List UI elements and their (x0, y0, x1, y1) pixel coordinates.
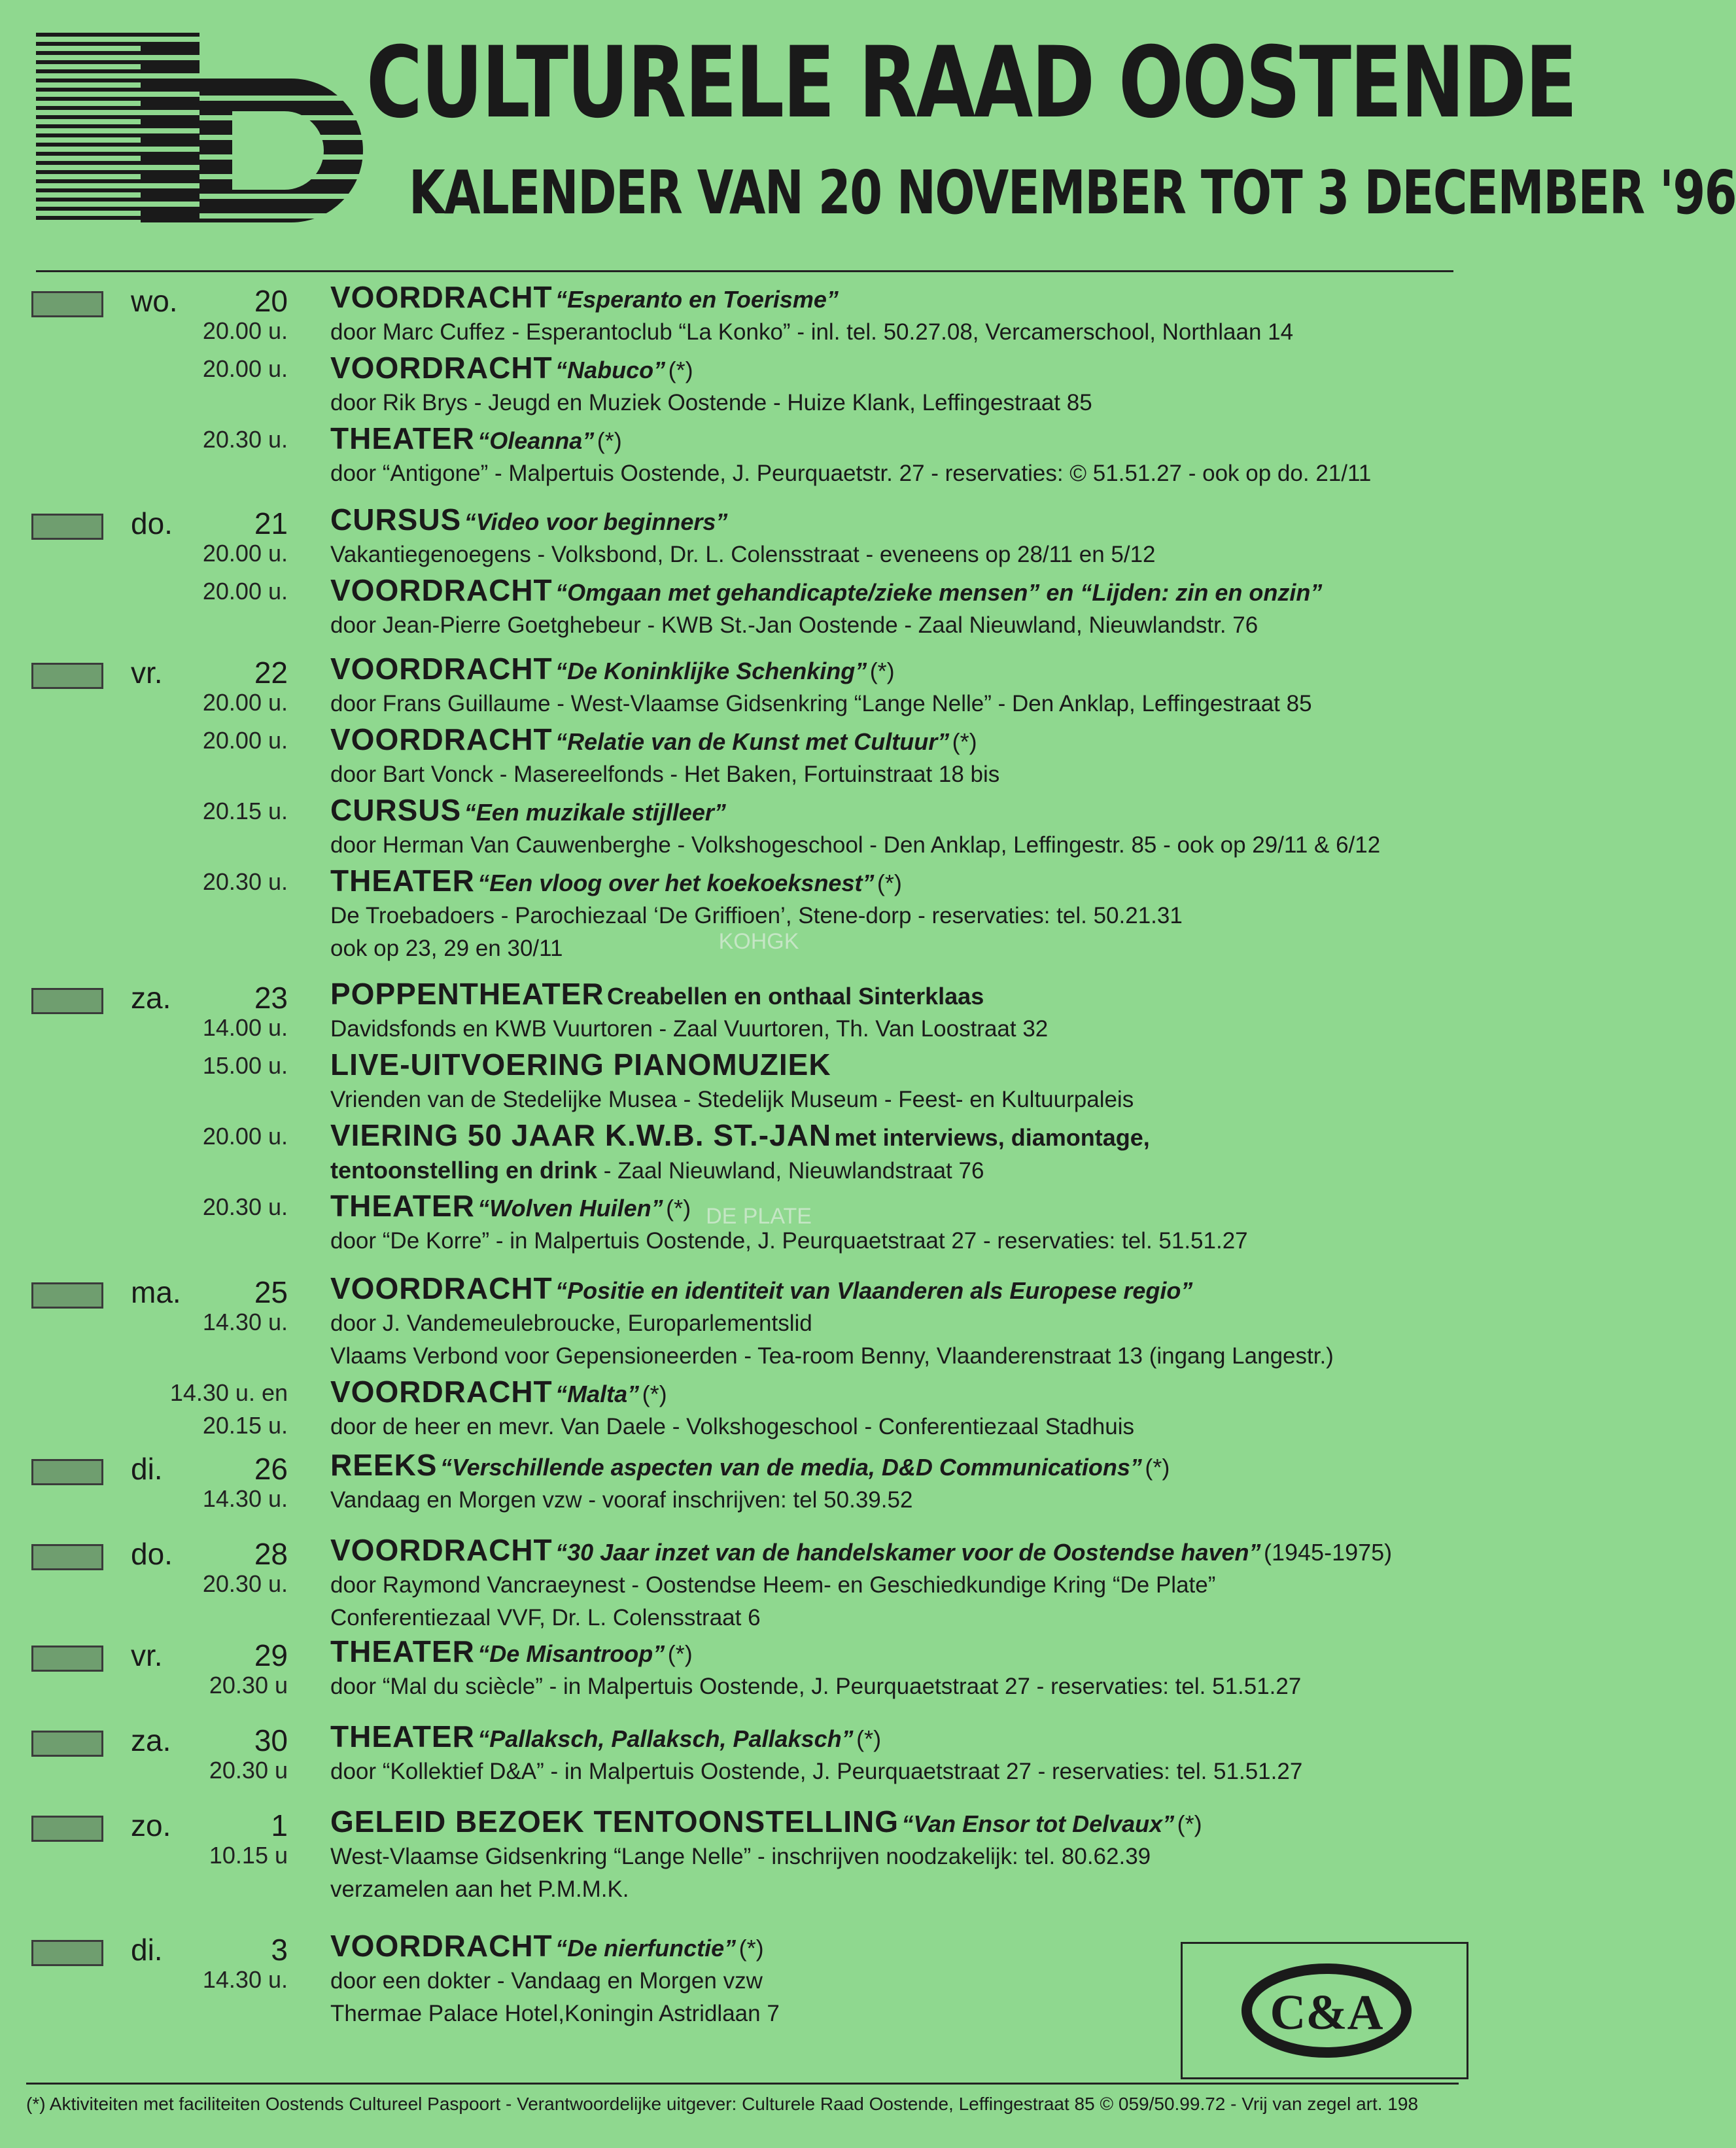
event-detail-text: West-Vlaamse Gidsenkring “Lange Nelle” - inschrijven noodzakelijk: tel. 80.62.39 (330, 1844, 1151, 1869)
day-name: di. (131, 1933, 163, 1967)
event-detail (330, 932, 1468, 965)
event-detail (330, 1411, 1468, 1443)
page-title: CULTURELE RAAD OOSTENDE (366, 26, 1576, 140)
event-type: VOORDRACHT (330, 1375, 553, 1409)
day-number: 23 (254, 981, 288, 1015)
event-title: “Omgaan met gehandicapte/zieke mensen” en “Lijden: zin en onzin” (555, 579, 1323, 606)
event-note: (*) (642, 1381, 667, 1407)
event-title: “Wolven Huilen” (477, 1195, 663, 1222)
event-time: 14.30 u. (202, 1485, 288, 1512)
event-time: 20.30 u (209, 1757, 288, 1784)
day-number: 3 (271, 1933, 288, 1967)
event-title: “Pallaksch, Pallaksch, Pallaksch” (477, 1725, 854, 1752)
event-detail-text: door “Mal du sciècle” - in Malpertuis Oostende, J. Peurquaetstraat 27 - reservaties: tel. 51.51.27 (330, 1674, 1302, 1699)
day-marker-box (31, 988, 103, 1014)
event-note: (*) (1177, 1810, 1202, 1837)
event-type: VOORDRACHT (330, 573, 553, 607)
event-detail-text: De Troebadoers - Parochiezaal ‘De Griffioen’, Stene-dorp - reservaties: tel. 50.21.31 (330, 903, 1183, 928)
event-title: “De nierfunctie” (555, 1935, 737, 1962)
event-detail-text: door Bart Vonck - Masereelfonds - Het Baken, Fortuinstraat 18 bis (330, 762, 1000, 787)
event-type: LIVE-UITVOERING PIANOMUZIEK (330, 1048, 831, 1082)
event-type: CURSUS (330, 502, 462, 537)
event-detail (330, 1755, 1468, 1788)
event-type: POPPENTHEATER (330, 977, 604, 1011)
event-detail-text: Vandaag en Morgen vzw - vooraf inschrijven: tel 50.39.52 (330, 1487, 913, 1513)
day-name: vr. (131, 656, 163, 690)
event-title: “Nabuco” (555, 357, 666, 383)
event-detail-text: Vrienden van de Stedelijke Musea - Stedelijk Museum - Feest- en Kultuurpaleis (330, 1087, 1134, 1112)
event-note: (*) (1145, 1454, 1170, 1481)
event-detail-text: door “Kollektief D&A” - in Malpertuis Oostende, J. Peurquaetstraat 27 - reservaties: tel. 51.51.27 (330, 1759, 1303, 1784)
event-time: 20.30 u. (202, 1193, 288, 1220)
event-note: (*) (738, 1935, 764, 1962)
event-time: 20.30 u. (202, 1570, 288, 1597)
day-number: 22 (254, 656, 288, 690)
event-detail-text: door Jean-Pierre Goetghebeur - KWB St.-Jan Oostende - Zaal Nieuwland, Nieuwlandstr. 76 (330, 612, 1259, 638)
day-name: wo. (131, 284, 178, 318)
event-type: VIERING 50 JAAR K.W.B. ST.-JAN (330, 1118, 832, 1152)
event-note: (*) (856, 1725, 882, 1752)
day-marker-box (31, 1816, 103, 1842)
event-type: CURSUS (330, 793, 462, 827)
day-marker-box (31, 1646, 103, 1672)
event-detail-text: door Frans Guillaume - West-Vlaamse Gidsenkring “Lange Nelle” - Den Anklap, Leffingestraat 85 (330, 691, 1312, 716)
event-detail (330, 609, 1468, 642)
day-name: do. (131, 506, 173, 540)
event-type: THEATER (330, 1189, 475, 1223)
day-marker-box (31, 1282, 103, 1309)
event-subtitle: Creabellen en onthaal Sinterklaas (607, 983, 984, 1010)
event-title: “30 Jaar inzet van de handelskamer voor de Oostendse haven” (555, 1539, 1261, 1566)
event-time: 20.15 u. (202, 798, 288, 824)
event-note: (1945-1975) (1264, 1539, 1393, 1566)
event-subtitle: met interviews, diamontage, (834, 1124, 1150, 1151)
event-title: “Een vloog over het koekoeksnest” (477, 870, 875, 896)
event-detail (330, 1602, 1468, 1634)
ca-logo-text: C&A (1270, 1985, 1383, 2040)
event-type: VOORDRACHT (330, 1929, 553, 1963)
event-time: 14.30 u. en (169, 1379, 288, 1406)
event-detail (330, 457, 1468, 490)
day-name: za. (131, 1723, 171, 1757)
event-detail-text: Thermae Palace Hotel,Koningin Astridlaan 7 (330, 2001, 780, 2026)
library-stamp (693, 909, 824, 1237)
day-name: ma. (131, 1275, 181, 1309)
event-type: GELEID BEZOEK TENTOONSTELLING (330, 1805, 899, 1839)
event-time: 20.00 u. (202, 540, 288, 567)
page-subtitle: KALENDER VAN 20 NOVEMBER TOT 3 DECEMBER '96 (409, 158, 1736, 228)
event-detail-text: door een dokter - Vandaag en Morgen vzw (330, 1968, 763, 1994)
event-type: THEATER (330, 421, 475, 455)
event-title: “Verschillende aspecten van de media, D&D Communications” (440, 1454, 1142, 1481)
day-number: 20 (254, 284, 288, 318)
footer-note: (*) Aktiviteiten met faciliteiten Oostends Cultureel Paspoort - Verantwoordelijke uitgever: Culturele Raad Oostende, Leffingestraat 85 © 059/50.99.72 - Vrij van zegel art. 198 (26, 2094, 1419, 2114)
event-note: (*) (869, 658, 895, 684)
event-detail-bold: tentoonstelling en drink (330, 1157, 598, 1184)
event-detail (330, 316, 1468, 349)
event-detail-text: door Herman Van Cauwenberghe - Volkshogeschool - Den Anklap, Leffingestr. 85 - ook op 29/11 & 6/12 (330, 832, 1381, 858)
event-time: 20.00 u. (202, 355, 288, 382)
day-number: 28 (254, 1537, 288, 1571)
event-detail (330, 1840, 1468, 1873)
event-type: THEATER (330, 864, 475, 898)
event-time: 20.30 u (209, 1672, 288, 1699)
event-detail (330, 538, 1468, 571)
event-title: “Video voor beginners” (464, 508, 728, 535)
event-title: “Oleanna” (477, 427, 595, 454)
event-note: (*) (952, 728, 977, 755)
event-type: THEATER (330, 1719, 475, 1753)
event-detail-text: door Marc Cuffez - Esperantoclub “La Konko” - inl. tel. 50.27.08, Vercamerschool, Northlaan 14 (330, 319, 1294, 345)
event-time: 20.00 u. (202, 1123, 288, 1150)
event-detail-text: door Rik Brys - Jeugd en Muziek Oostende - Huize Klank, Leffingestraat 85 (330, 390, 1092, 415)
event-type: THEATER (330, 1634, 475, 1668)
event-time: 14.30 u. (202, 1309, 288, 1335)
header-divider (36, 270, 1453, 272)
day-marker-box (31, 514, 103, 540)
event-note: (*) (877, 870, 902, 896)
event-time: 14.00 u. (202, 1014, 288, 1041)
event-title: “Esperanto en Toerisme” (555, 286, 839, 313)
event-title: “Een muzikale stijlleer” (464, 799, 726, 826)
event-time: 20.00 u. (202, 689, 288, 716)
event-title: “De Koninklijke Schenking” (555, 658, 867, 684)
event-detail (330, 1340, 1468, 1373)
event-detail-text: Davidsfonds en KWB Vuurtoren - Zaal Vuurtoren, Th. Van Loostraat 32 (330, 1016, 1049, 1042)
event-detail (330, 688, 1468, 720)
stamp-text-1: KOHGK (718, 929, 799, 954)
ca-logo (1241, 1963, 1412, 2058)
event-time: 20.30 u. (202, 868, 288, 895)
event-detail-text: - Zaal Nieuwland, Nieuwlandstraat 76 (603, 1158, 984, 1184)
event-time: 20.00 u. (202, 727, 288, 754)
event-type: REEKS (330, 1448, 438, 1482)
event-note: (*) (597, 427, 622, 454)
event-title: “Malta” (555, 1381, 640, 1407)
event-time: 14.30 u. (202, 1966, 288, 1993)
day-name: za. (131, 981, 171, 1015)
event-time: 20.00 u. (202, 578, 288, 605)
day-marker-box (31, 663, 103, 689)
day-marker-box (31, 1459, 103, 1485)
sponsor-box (1181, 1942, 1468, 2079)
event-time: 20.00 u. (202, 317, 288, 344)
event-detail (330, 1873, 1468, 1906)
event-type: VOORDRACHT (330, 351, 553, 385)
event-detail (330, 1307, 1468, 1340)
day-number: 25 (254, 1275, 288, 1309)
event-detail (330, 1154, 1468, 1188)
day-name: di. (131, 1452, 163, 1486)
day-name: do. (131, 1537, 173, 1571)
event-detail (330, 387, 1468, 419)
event-detail-text: door “De Korre” - in Malpertuis Oostende, J. Peurquaetstraat 27 - reservaties: tel. 51.51.27 (330, 1228, 1248, 1254)
event-title: “De Misantroop” (477, 1640, 665, 1667)
footer-divider (26, 2083, 1459, 2085)
day-number: 29 (254, 1638, 288, 1672)
culturele-raad-logo (36, 33, 363, 229)
day-name: vr. (131, 1638, 163, 1672)
day-marker-box (31, 1940, 103, 1966)
event-time: 15.00 u. (202, 1052, 288, 1079)
day-marker-box (31, 1731, 103, 1757)
event-detail (330, 1013, 1468, 1046)
event-detail (330, 1569, 1468, 1602)
event-detail (330, 900, 1468, 932)
event-detail (330, 1083, 1468, 1116)
event-detail-text: Vlaams Verbond voor Gepensioneerden - Tea-room Benny, Vlaanderenstraat 13 (ingang Langestr.) (330, 1343, 1334, 1369)
event-detail (330, 758, 1468, 791)
event-time: 20.30 u. (202, 426, 288, 453)
event-detail (330, 1225, 1468, 1258)
event-title: “Van Ensor tot Delvaux” (901, 1810, 1175, 1837)
day-marker-box (31, 291, 103, 317)
day-number: 21 (254, 506, 288, 540)
event-time: 10.15 u (209, 1842, 288, 1869)
event-detail-text: door de heer en mevr. Van Daele - Volkshogeschool - Conferentiezaal Stadhuis (330, 1414, 1134, 1439)
event-detail (330, 829, 1468, 862)
event-note: (*) (666, 1195, 691, 1222)
day-number: 1 (271, 1808, 288, 1842)
event-note: (*) (667, 1640, 693, 1667)
event-detail-text: Vakantiegenoegens - Volksbond, Dr. L. Colensstraat - eveneens op 28/11 en 5/12 (330, 542, 1156, 567)
event-detail-text: verzamelen aan het P.M.M.K. (330, 1876, 629, 1902)
day-number: 30 (254, 1723, 288, 1757)
event-type: VOORDRACHT (330, 652, 553, 686)
event-detail-text: door J. Vandemeulebroucke, Europarlementslid (330, 1311, 812, 1336)
event-time-second: 20.15 u. (202, 1412, 288, 1439)
stamp-text-2: DE PLATE (706, 1204, 812, 1229)
event-detail-text: door Raymond Vancraeynest - Oostendse Heem- en Geschiedkundige Kring “De Plate” (330, 1572, 1216, 1598)
event-title: “Relatie van de Kunst met Cultuur” (555, 728, 950, 755)
day-name: zo. (131, 1808, 171, 1842)
event-type: VOORDRACHT (330, 722, 553, 756)
event-detail-text: door “Antigone” - Malpertuis Oostende, J. Peurquaetstr. 27 - reservaties: © 51.51.27 - ook op do. 21/11 (330, 461, 1372, 486)
event-title: “Positie en identiteit van Vlaanderen als Europese regio” (555, 1277, 1193, 1304)
event-type: VOORDRACHT (330, 280, 553, 314)
event-note: (*) (668, 357, 693, 383)
event-detail-text: ook op 23, 29 en 30/11 (330, 936, 563, 961)
event-type: VOORDRACHT (330, 1533, 553, 1567)
day-number: 26 (254, 1452, 288, 1486)
event-type: VOORDRACHT (330, 1271, 553, 1305)
event-detail-text: Conferentiezaal VVF, Dr. L. Colensstraat 6 (330, 1605, 761, 1630)
event-detail (330, 1670, 1468, 1703)
day-marker-box (31, 1544, 103, 1570)
event-detail (330, 1484, 1468, 1517)
